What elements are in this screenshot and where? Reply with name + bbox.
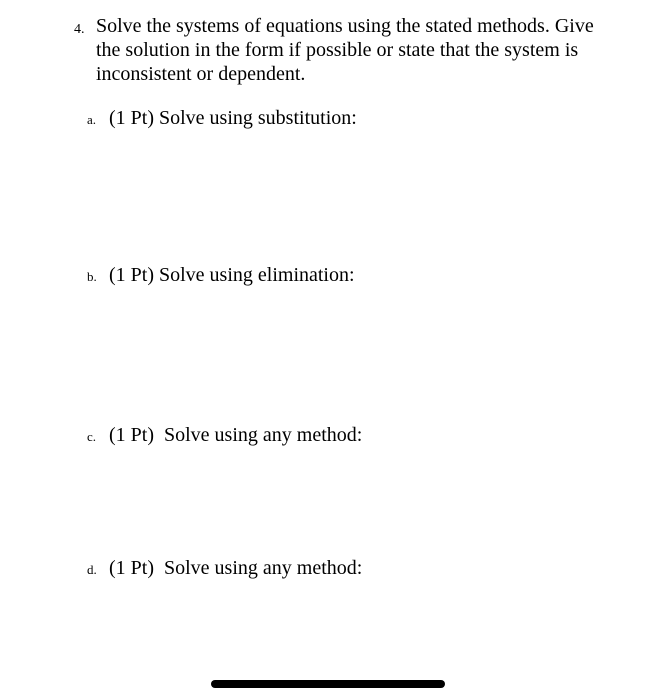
part-text: (1 Pt) Solve using any method: [109, 557, 363, 579]
part-letter: c. [87, 429, 97, 444]
part-text: (1 Pt) Solve using substitution: [109, 107, 357, 129]
part-a [87, 106, 357, 130]
problem-instructions: Solve the systems of equations using the stated methods. Give the solution in the form if possible or state that the system is inconsistent or dependent. [96, 15, 594, 85]
part-d [87, 556, 362, 580]
part-letter: d. [87, 562, 97, 577]
part-letter: a. [87, 112, 97, 127]
part-text: (1 Pt) Solve using any method: [109, 424, 363, 446]
part-b [87, 263, 355, 287]
part-letter: b. [87, 269, 97, 284]
home-indicator[interactable] [211, 680, 445, 688]
problem-number: 4. [74, 22, 85, 37]
part-c [87, 423, 362, 447]
part-text: (1 Pt) Solve using elimination: [109, 264, 355, 286]
